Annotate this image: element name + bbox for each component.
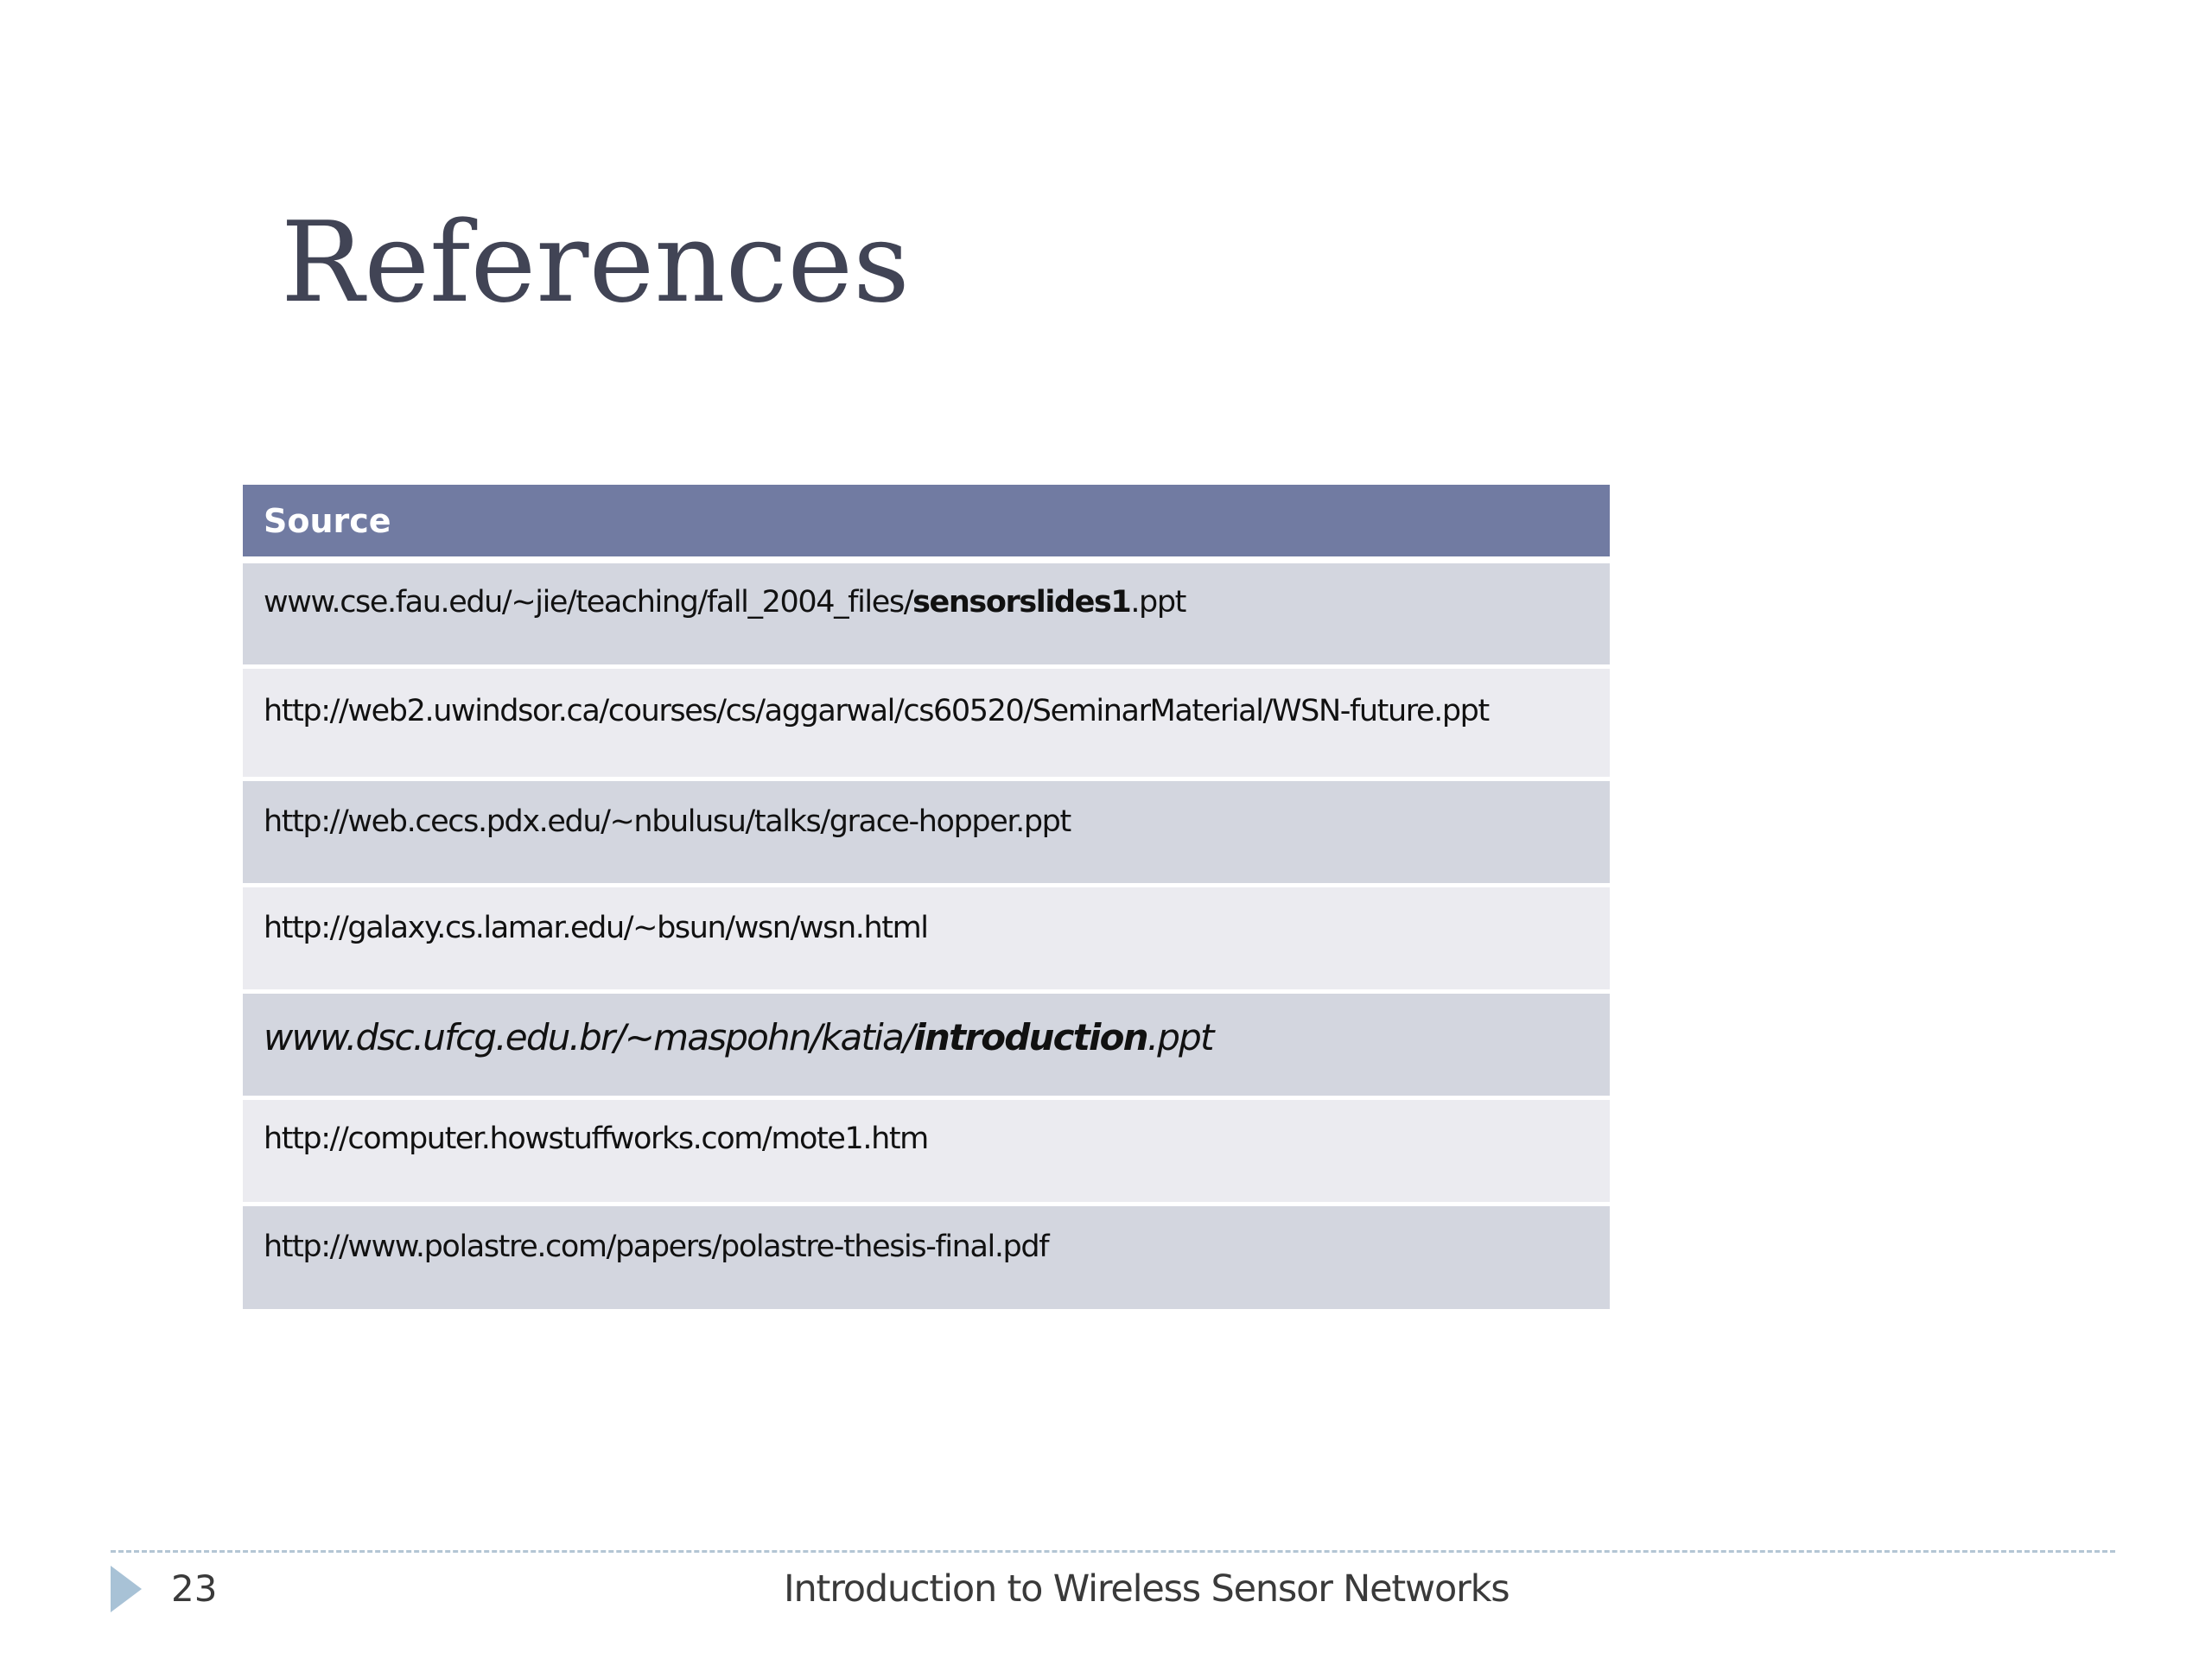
reference-text: http://computer.howstuffworks.com/mote1.htm bbox=[264, 1122, 928, 1156]
table-header-source: Source bbox=[243, 485, 1610, 556]
reference-text: http://www.polastre.com/papers/polastre-thesis-final.pdf bbox=[264, 1230, 1049, 1264]
table-row bbox=[243, 887, 1610, 989]
reference-text: www.dsc.ufcg.edu.br/~maspohn/katia/ bbox=[264, 1016, 914, 1058]
reference-text: http://web.cecs.pdx.edu/~nbulusu/talks/grace-hopper.ppt bbox=[264, 804, 1071, 839]
table-row bbox=[243, 994, 1610, 1096]
page-number: 23 bbox=[171, 1567, 218, 1610]
reference-text-bold: introduction bbox=[913, 1016, 1147, 1058]
table-row bbox=[243, 781, 1610, 883]
reference-text: www.cse.fau.edu/~jie/teaching/fall_2004_files/ bbox=[264, 585, 913, 620]
reference-text: http://web2.uwindsor.ca/courses/cs/aggarwal/cs60520/SeminarMaterial/WSN-future.ppt bbox=[264, 694, 1489, 728]
table-row bbox=[243, 1100, 1610, 1202]
footer-title: Introduction to Wireless Sensor Networks bbox=[784, 1567, 1510, 1611]
table-row bbox=[243, 1206, 1610, 1309]
slide-title: References bbox=[281, 199, 910, 327]
reference-text-bold: sensorslides1 bbox=[912, 585, 1131, 620]
footer-divider bbox=[111, 1550, 2115, 1553]
reference-text-suffix: .ppt bbox=[1147, 1016, 1213, 1058]
references-table bbox=[243, 485, 1610, 1309]
triangle-right-icon bbox=[111, 1566, 142, 1612]
reference-text: http://galaxy.cs.lamar.edu/~bsun/wsn/wsn.html bbox=[264, 911, 928, 945]
reference-text-suffix: .ppt bbox=[1130, 585, 1186, 620]
table-row bbox=[243, 563, 1610, 664]
table-row bbox=[243, 669, 1610, 777]
